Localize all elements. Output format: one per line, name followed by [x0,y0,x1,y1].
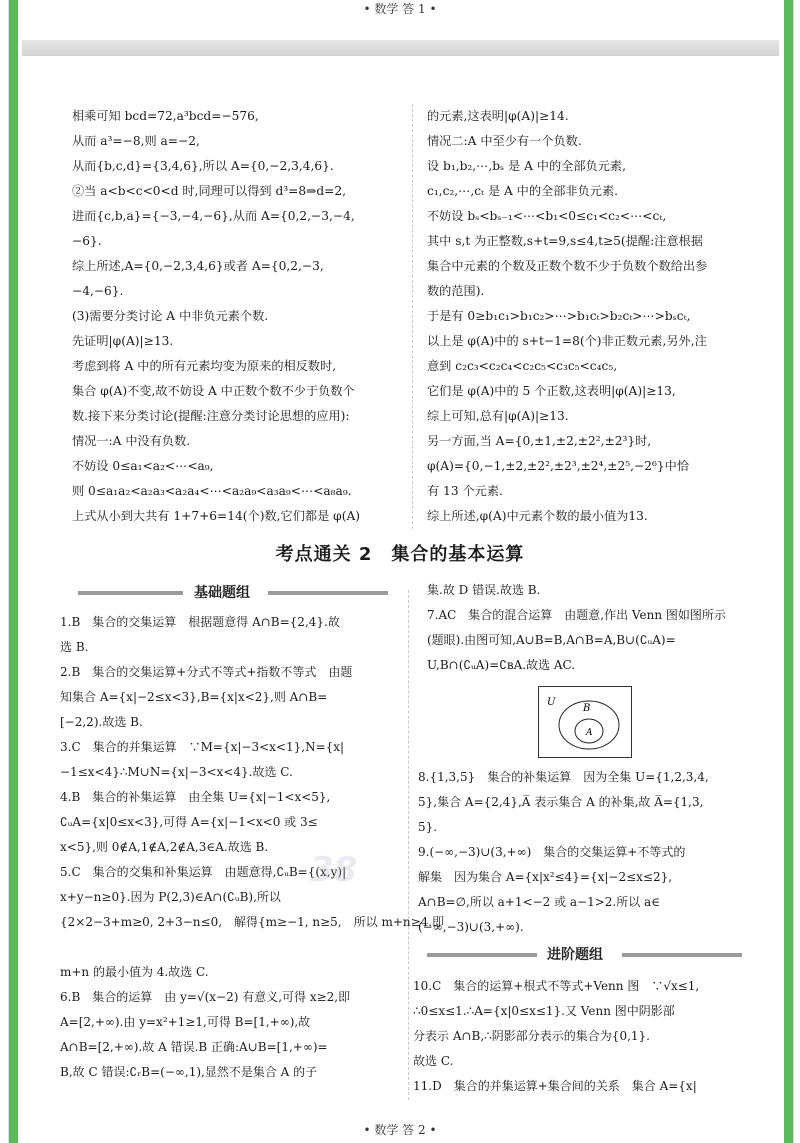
page-footer: • 数学 答 2 • [363,1123,437,1137]
text-line: x+y−n≥0}.因为 P(2,3)∈A∩(∁ᵤB),所以 [60,890,281,904]
heading-bar-left-adv [427,953,537,957]
text-line: {2×2−3+m≥0, 2+3−n≤0, 解得{m≥−1, n≥5, 所以 m+n≥4.即 [60,915,445,929]
text-line: 10.C 集合的运算+根式不等式+Venn 图 ∵√x≤1, [413,979,700,993]
text-line: 综上所述,A={0,−2,3,4,6}或者 A={0,2,−3, [72,259,324,273]
text-line: 以上是 φ(A)中的 s+t−1=8(个)非正数元素,另外,注 [427,334,707,348]
text-line: 从而{b,c,d}={3,4,6},所以 A={0,−2,3,4,6}. [72,159,334,173]
text-line: [−2,2).故选 B. [60,715,143,729]
text-line: 的元素,这表明|φ(A)|≥14. [427,109,569,123]
text-line: 情况二:A 中至少有一个负数. [427,134,582,148]
header-band [22,40,779,56]
text-line: 3.C 集合的并集运算 ∵M={x|−3<x<1},N={x| [60,740,345,754]
answers-left [60,610,445,1085]
top-left-column [72,104,397,529]
text-line: φ(A)={0,−1,±2,±2²,±2³,±2⁴,±2⁵,−2⁶}中恰 [427,459,690,473]
text-line: 数的范围). [427,284,485,298]
text-line: 选 B. [60,640,89,654]
text-line: ②当 a<b<c<0<d 时,同理可以得到 d³=8⇒d=2, [72,184,346,198]
text-line: 4.B 集合的补集运算 由全集 U={x|−1<x<5}, [60,790,331,804]
text-line: 则 0≤a₁a₂<a₂a₃<a₂a₄<⋯<a₂a₉<a₃a₉<⋯<a₈a₉. [72,484,352,498]
text-line: 不妨设 0≤a₁<a₂<⋯<a₉, [72,459,214,473]
heading-bar-right [268,591,388,595]
text-line: 分表示 A∩B,∴阴影部分表示的集合为{0,1}. [413,1029,650,1043]
group-heading-basic-label: 基础题组 [194,585,250,601]
text-line: −1≤x<4}∴M∪N={x|−3<x<4}.故选 C. [60,765,293,779]
text-line: 1.B 集合的交集运算 根据题意得 A∩B={2,4}.故 [60,615,340,629]
text-line: 集.故 D 错误.故选 B. [427,583,541,597]
page-header: • 数学 答 1 • [363,2,437,16]
text-line: 从而 a³=−8,则 a=−2, [72,134,200,148]
text-line: B,故 C 错误:∁ᵣB=(−∞,1),显然不是集合 A 的子 [60,1065,318,1079]
section-title: 考点通关 2 集合的基本运算 [275,544,525,565]
text-line: 故选 C. [413,1054,454,1068]
text-line: 综上所述,φ(A)中元素个数的最小值为13. [427,509,648,523]
text-line: 11.D 集合的并集运算+集合间的关系 集合 A={x| [413,1079,697,1093]
text-line: 有 13 个元素. [427,484,503,498]
text-line: U,B∩(∁ᵤA)=∁ʙA.故选 AC. [427,658,576,672]
text-line: c₁,c₂,⋯,cₜ 是 A 中的全部非负元素. [427,184,619,198]
answers-right-a [427,578,747,678]
text-line: ∁ᵤA={x|0≤x<3},可得 A={x|−1<x<0 或 3≤ [60,815,318,829]
group-heading-advanced-label: 进阶题组 [547,947,603,963]
column-divider-top [412,104,413,529]
text-line: 5}. [418,820,438,834]
text-line: 设 b₁,b₂,⋯,bₛ 是 A 中的全部负元素, [427,159,626,173]
venn-label-b: B [583,703,591,714]
watermark: 38 [310,850,358,890]
text-line: 上式从小到大共有 1+7+6=14(个)数,它们都是 φ(A) [72,509,361,523]
text-line: 先证明|φ(A)|≥13. [72,334,174,348]
text-line: 于是有 0≥b₁c₁>b₁c₂>⋯>b₁cₜ>b₂cₜ>⋯>bₛcₜ, [427,309,691,323]
top-right-column [427,104,747,529]
venn-label-a: A [586,728,593,738]
text-line: 其中 s,t 为正整数,s+t=9,s≤4,t≥5(提醒:注意根据 [427,234,703,248]
answers-right-b [418,765,748,940]
text-line: 2.B 集合的交集运算+分式不等式+指数不等式 由题 [60,665,353,679]
text-line: (题眼).由图可知,A∪B=B,A∩B=A,B∪(∁ᵤA)= [427,633,676,647]
venn-diagram [538,686,632,758]
venn-svg [539,687,631,757]
text-line: ∴0≤x≤1.∴A={x|0≤x≤1}.又 Venn 图中阴影部 [413,1004,675,1018]
text-line: 7.AC 集合的混合运算 由题意,作出 Venn 图如图所示 [427,608,726,622]
text-line: A∩B=[2,+∞).故 A 错误.B 正确:A∪B=[1,+∞)= [60,1040,328,1054]
text-line: 进而{c,b,a}={−3,−4,−6},从而 A={0,2,−3,−4, [72,209,355,223]
text-line: −4,−6}. [72,284,124,298]
green-border-left [9,0,18,1143]
text-line: A∩B=∅,所以 a+1<−2 或 a−1>2.所以 a∈ [418,895,661,909]
text-line: 相乘可知 bcd=72,a³bcd=−576, [72,109,259,123]
text-line: 8.{1,3,5} 集合的补集运算 因为全集 U={1,2,3,4, [418,770,709,784]
text-line: 6.B 集合的运算 由 y=√(x−2) 有意义,可得 x≥2,即 [60,990,351,1004]
text-line: 综上可知,总有|φ(A)|≥13. [427,409,569,423]
text-line: (3)需要分类讨论 A 中非负元素个数. [72,309,269,323]
text-line: −6}. [72,234,102,248]
venn-label-u: U [547,697,556,708]
text-line: (−∞,−3)∪(3,+∞). [418,920,524,934]
text-line: 意到 c₂c₃<c₂c₄<c₂c₅<c₃c₅<c₄c₅, [427,359,618,373]
group-heading-advanced [427,944,747,966]
text-line: 集合 φ(A)不变,故不妨设 A 中正数个数不少于负数个 [72,384,355,398]
text-line: 另一方面,当 A={0,±1,±2,±2²,±2³}时, [427,434,652,448]
heading-bar-right-adv [622,953,742,957]
text-line: 情况一:A 中没有负数. [72,434,191,448]
text-line: 知集合 A={x|−2≤x<3},B={x|x<2},则 A∩B= [60,690,328,704]
text-line: 5.C 集合的交集和补集运算 由题意得,∁ᵤB={(x,y)| [60,865,347,879]
text-line: 它们是 φ(A)中的 5 个正数,这表明|φ(A)|≥13, [427,384,676,398]
text-line: 数.接下来分类讨论(提醒:注意分类讨论思想的应用): [72,409,350,423]
text-line [60,935,400,960]
text-line: 5},集合 A={2,4},A̅ 表示集合 A 的补集,故 A̅={1,3, [418,795,704,809]
text-line: 解集 因为集合 A={x|x²≤4}={x|−2≤x≤2}, [418,870,673,884]
heading-bar-left [78,591,183,595]
answers-right-c [413,974,748,1099]
group-heading-basic [78,582,398,604]
text-line: m+n 的最小值为 4.故选 C. [60,965,209,979]
text-line: x<5},则 0∉A,1∉A,2∉A,3∈A.故选 B. [60,840,269,854]
text-line: 考虑到将 A 中的所有元素均变为原来的相反数时, [72,359,337,373]
text-line: A=[2,+∞).由 y=x²+1≥1,可得 B=[1,+∞),故 [60,1015,311,1029]
text-line: 不妨设 bₛ<bₛ₋₁<⋯<b₁<0≤c₁<c₂<⋯<cₜ, [427,209,667,223]
text-line: 集合中元素的个数及正数个数不少于负数个数给出参 [427,259,708,273]
green-border-right [784,0,793,1143]
text-line: 9.(−∞,−3)∪(3,+∞) 集合的交集运算+不等式的 [418,845,686,859]
column-divider-bottom [408,590,409,1100]
